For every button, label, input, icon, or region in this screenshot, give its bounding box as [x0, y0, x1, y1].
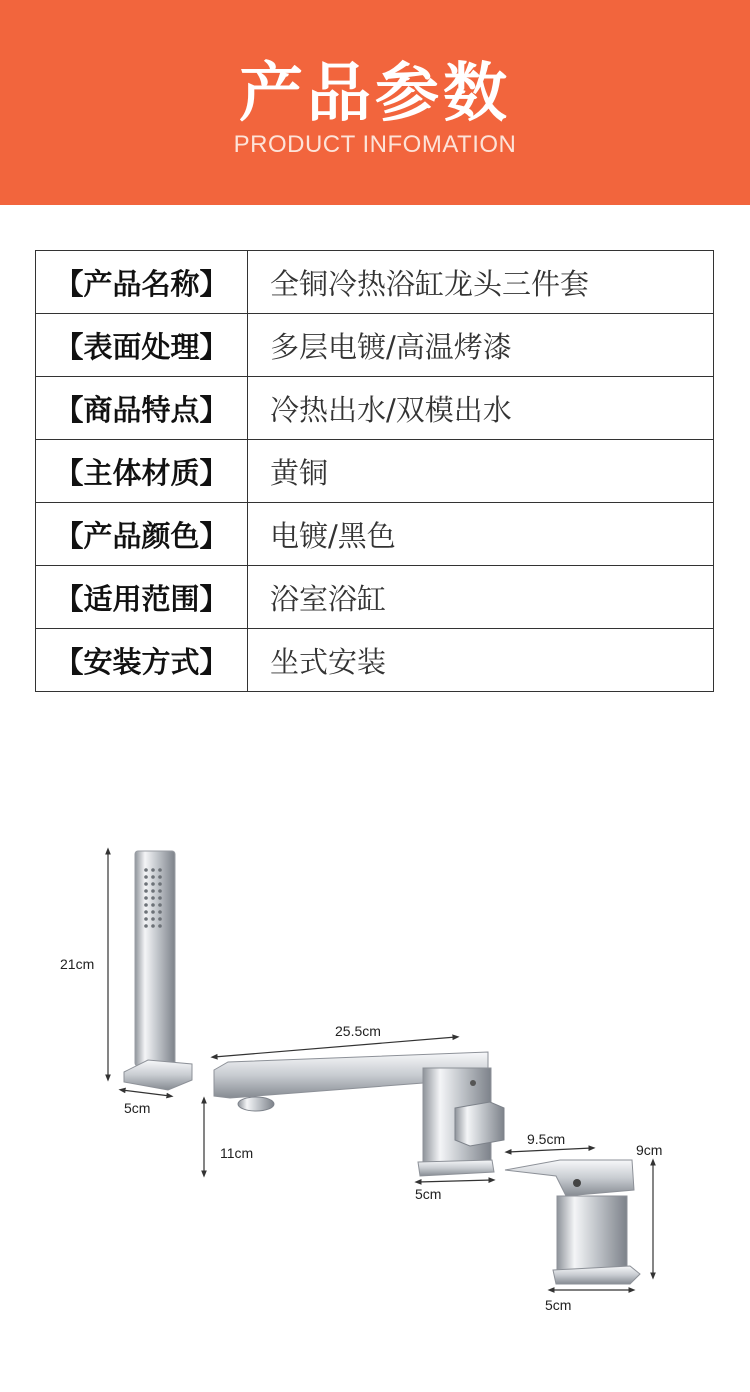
shower-base-line	[122, 1090, 170, 1096]
table-row	[36, 503, 714, 566]
param-value: 坐式安装	[248, 629, 714, 692]
spout-outlet	[238, 1097, 274, 1111]
spout-length-label: 25.5cm	[335, 1023, 381, 1039]
table-row	[36, 377, 714, 440]
mixer-valve	[505, 1160, 640, 1284]
mixer-indicator	[573, 1179, 581, 1187]
param-value: 浴室浴缸	[248, 566, 714, 629]
param-key: 【表面处理】	[36, 314, 248, 377]
page-subtitle: PRODUCT INFOMATION	[233, 131, 517, 158]
param-value: 黄铜	[248, 440, 714, 503]
params-table	[35, 250, 714, 692]
spout-base	[418, 1160, 494, 1176]
spout-length-line	[214, 1037, 456, 1057]
param-key: 【商品特点】	[36, 377, 248, 440]
shower-handle	[135, 851, 175, 1066]
param-key: 【产品颜色】	[36, 503, 248, 566]
param-value: 冷热出水/双模出水	[248, 377, 714, 440]
shower-nozzle-holes	[144, 868, 162, 928]
page-title: 产品参数	[239, 57, 511, 131]
table-row	[36, 566, 714, 629]
table-row	[36, 314, 714, 377]
hand-shower	[124, 851, 192, 1090]
handle-base-label: 5cm	[545, 1297, 572, 1313]
bath-spout	[214, 1052, 504, 1176]
spout-base-label: 5cm	[415, 1186, 442, 1202]
spout-screw	[470, 1080, 476, 1086]
param-key: 【适用范围】	[36, 566, 248, 629]
param-value: 全铜冷热浴缸龙头三件套	[248, 251, 714, 314]
shower-height-label: 21cm	[60, 956, 95, 972]
param-key: 【产品名称】	[36, 251, 248, 314]
mixer-body	[557, 1196, 627, 1276]
param-value: 多层电镀/高温烤漆	[248, 314, 714, 377]
handle-height-label: 9cm	[636, 1142, 663, 1158]
spout-base-line	[418, 1180, 492, 1182]
shower-base	[124, 1060, 192, 1090]
table-row	[36, 440, 714, 503]
faucet-dimension-diagram	[0, 830, 750, 1330]
table-row	[36, 251, 714, 314]
shower-base-label: 5cm	[124, 1100, 151, 1116]
table-row	[36, 629, 714, 692]
handle-length-label: 9.5cm	[527, 1131, 566, 1147]
handle-length-line	[508, 1148, 592, 1152]
param-value: 电镀/黑色	[248, 503, 714, 566]
header-banner	[0, 0, 750, 205]
param-key: 【主体材质】	[36, 440, 248, 503]
spout-height-label: 11cm	[220, 1145, 254, 1161]
spout-diverter-knob	[455, 1102, 504, 1146]
param-key: 【安装方式】	[36, 629, 248, 692]
mixer-lever	[505, 1160, 634, 1196]
